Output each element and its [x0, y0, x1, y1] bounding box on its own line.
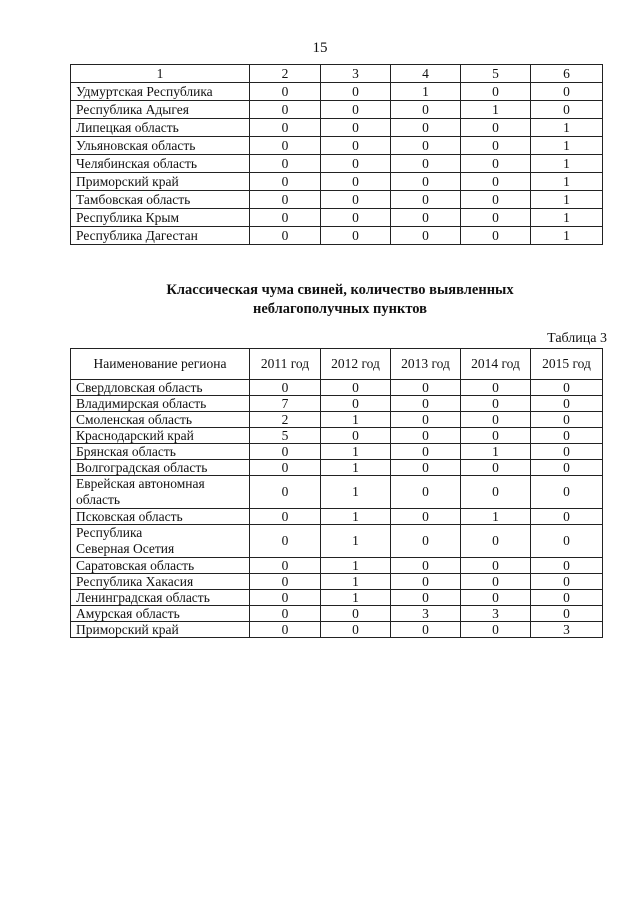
- value-cell: 0: [321, 209, 391, 227]
- value-cell: 0: [250, 173, 321, 191]
- value-cell: 3: [461, 606, 531, 622]
- value-cell: 0: [391, 476, 461, 509]
- value-cell: 1: [321, 558, 391, 574]
- value-cell: 1: [321, 574, 391, 590]
- value-cell: 0: [250, 606, 321, 622]
- value-cell: 0: [321, 380, 391, 396]
- value-cell: 7: [250, 396, 321, 412]
- table-row: [71, 428, 603, 444]
- value-cell: 0: [461, 428, 531, 444]
- table-row: [71, 574, 603, 590]
- value-cell: 0: [461, 191, 531, 209]
- value-cell: 0: [250, 476, 321, 509]
- value-cell: 0: [391, 412, 461, 428]
- value-cell: 0: [531, 590, 603, 606]
- column-header-year: 2011 год: [250, 349, 321, 380]
- table-row: [71, 191, 603, 209]
- value-cell: 0: [531, 83, 603, 101]
- region-name-cell: [71, 525, 250, 558]
- table-row: [71, 173, 603, 191]
- table-row: [71, 460, 603, 476]
- region-name-cell: Республика Дагестан: [71, 227, 250, 245]
- value-cell: 0: [531, 380, 603, 396]
- region-name-line: Ленинградская область: [76, 590, 210, 605]
- region-name-line: Республика Хакасия: [76, 574, 194, 589]
- table-row: [71, 509, 603, 525]
- region-name-cell: [71, 428, 250, 444]
- table-row: [71, 137, 603, 155]
- value-cell: 0: [531, 509, 603, 525]
- value-cell: 0: [391, 227, 461, 245]
- region-name-cell: [71, 558, 250, 574]
- value-cell: 0: [461, 137, 531, 155]
- page-number: 15: [312, 40, 328, 56]
- value-cell: 0: [531, 525, 603, 558]
- region-name-line: область: [76, 492, 121, 507]
- section-title-line: Классическая чума свиней, количество выявленных: [166, 282, 514, 298]
- region-name-line: Северная Осетия: [76, 541, 175, 556]
- value-cell: 0: [250, 209, 321, 227]
- value-cell: 0: [461, 83, 531, 101]
- value-cell: 0: [250, 227, 321, 245]
- value-cell: 1: [391, 83, 461, 101]
- region-name-cell: [71, 460, 250, 476]
- region-name-cell: Липецкая область: [71, 119, 250, 137]
- value-cell: 0: [531, 101, 603, 119]
- region-name-line: Амурская область: [76, 606, 180, 621]
- value-cell: 0: [391, 622, 461, 638]
- value-cell: 1: [321, 525, 391, 558]
- value-cell: 0: [531, 558, 603, 574]
- region-name-cell: [71, 574, 250, 590]
- value-cell: 0: [461, 574, 531, 590]
- value-cell: 0: [250, 101, 321, 119]
- value-cell: 0: [531, 460, 603, 476]
- column-header: 6: [531, 65, 603, 83]
- value-cell: 1: [461, 509, 531, 525]
- value-cell: 0: [391, 444, 461, 460]
- region-name-line: Саратовская область: [76, 558, 195, 573]
- table-header-row: [71, 65, 603, 83]
- region-name-cell: [71, 380, 250, 396]
- value-cell: 1: [461, 101, 531, 119]
- value-cell: 1: [321, 412, 391, 428]
- value-cell: 0: [531, 606, 603, 622]
- value-cell: 0: [391, 191, 461, 209]
- table-row: [71, 590, 603, 606]
- column-header-region: Наименование региона: [71, 349, 250, 380]
- region-name-line: Приморский край: [76, 622, 179, 637]
- value-cell: 0: [461, 227, 531, 245]
- column-header: 2: [250, 65, 321, 83]
- value-cell: 3: [531, 622, 603, 638]
- value-cell: 1: [531, 227, 603, 245]
- region-name-cell: [71, 396, 250, 412]
- value-cell: 1: [531, 155, 603, 173]
- value-cell: 0: [391, 525, 461, 558]
- region-name-cell: [71, 476, 250, 509]
- region-name-cell: Республика Крым: [71, 209, 250, 227]
- value-cell: 0: [321, 83, 391, 101]
- value-cell: 0: [321, 227, 391, 245]
- region-name-cell: [71, 606, 250, 622]
- value-cell: 1: [321, 509, 391, 525]
- region-name-line: Еврейская автономная: [76, 476, 205, 491]
- value-cell: 0: [250, 590, 321, 606]
- column-header-year: 2013 год: [391, 349, 461, 380]
- value-cell: 0: [531, 396, 603, 412]
- region-name-cell: [71, 590, 250, 606]
- table-row: [71, 227, 603, 245]
- value-cell: 0: [391, 509, 461, 525]
- value-cell: 0: [461, 460, 531, 476]
- value-cell: 0: [461, 396, 531, 412]
- value-cell: 0: [391, 101, 461, 119]
- value-cell: 0: [391, 119, 461, 137]
- value-cell: 0: [531, 476, 603, 509]
- table-row: [71, 119, 603, 137]
- column-header: 3: [321, 65, 391, 83]
- table-row: [71, 101, 603, 119]
- value-cell: 1: [531, 173, 603, 191]
- region-name-line: Свердловская область: [76, 380, 203, 395]
- value-cell: 0: [321, 396, 391, 412]
- value-cell: 1: [321, 590, 391, 606]
- table-row: [71, 606, 603, 622]
- region-name-cell: Удмуртская Республика: [71, 83, 250, 101]
- value-cell: 1: [531, 137, 603, 155]
- table-row: [71, 444, 603, 460]
- region-name-line: Республика: [76, 525, 143, 540]
- column-header: 1: [71, 65, 250, 83]
- value-cell: 0: [461, 558, 531, 574]
- value-cell: 0: [391, 590, 461, 606]
- value-cell: 0: [391, 155, 461, 173]
- value-cell: 1: [461, 444, 531, 460]
- table-csf-outbreaks: [70, 348, 603, 638]
- value-cell: 0: [321, 191, 391, 209]
- value-cell: 0: [250, 191, 321, 209]
- value-cell: 0: [531, 412, 603, 428]
- section-title: [60, 281, 620, 319]
- value-cell: 0: [531, 444, 603, 460]
- table-row: [71, 396, 603, 412]
- value-cell: 0: [250, 83, 321, 101]
- value-cell: 0: [461, 209, 531, 227]
- region-name-cell: Республика Адыгея: [71, 101, 250, 119]
- value-cell: 0: [391, 173, 461, 191]
- table-row: [71, 525, 603, 558]
- value-cell: 2: [250, 412, 321, 428]
- value-cell: 0: [250, 558, 321, 574]
- value-cell: 0: [391, 380, 461, 396]
- value-cell: 0: [461, 412, 531, 428]
- value-cell: 0: [391, 428, 461, 444]
- region-name-cell: [71, 412, 250, 428]
- value-cell: 0: [321, 155, 391, 173]
- value-cell: 0: [321, 173, 391, 191]
- value-cell: 0: [321, 606, 391, 622]
- table-row: [71, 83, 603, 101]
- value-cell: 1: [321, 476, 391, 509]
- value-cell: 0: [461, 380, 531, 396]
- region-name-cell: Приморский край: [71, 173, 250, 191]
- value-cell: 0: [531, 574, 603, 590]
- table-row: [71, 155, 603, 173]
- value-cell: 1: [531, 191, 603, 209]
- value-cell: 0: [391, 209, 461, 227]
- region-name-line: Владимирская область: [76, 396, 207, 411]
- table-row: [71, 476, 603, 509]
- column-header-year: 2012 год: [321, 349, 391, 380]
- region-name-cell: [71, 509, 250, 525]
- value-cell: 0: [250, 460, 321, 476]
- table-row: [71, 380, 603, 396]
- value-cell: 0: [461, 476, 531, 509]
- region-name-line: Брянская область: [76, 444, 176, 459]
- table-header-row: [71, 349, 603, 380]
- value-cell: 1: [321, 460, 391, 476]
- region-name-cell: [71, 622, 250, 638]
- value-cell: 0: [321, 101, 391, 119]
- value-cell: 0: [531, 428, 603, 444]
- table-row: [71, 209, 603, 227]
- column-header: 5: [461, 65, 531, 83]
- value-cell: 0: [250, 622, 321, 638]
- value-cell: 0: [391, 396, 461, 412]
- region-name-line: Псковская область: [76, 509, 183, 524]
- region-name-line: Краснодарский край: [76, 428, 194, 443]
- region-name-cell: Тамбовская область: [71, 191, 250, 209]
- value-cell: 0: [250, 137, 321, 155]
- value-cell: 0: [461, 173, 531, 191]
- value-cell: 0: [461, 119, 531, 137]
- region-name-cell: Ульяновская область: [71, 137, 250, 155]
- region-name-cell: [71, 444, 250, 460]
- column-header-year: 2015 год: [531, 349, 603, 380]
- table-caption: Таблица 3: [547, 331, 607, 346]
- region-name-line: Смоленская область: [76, 412, 193, 427]
- value-cell: 1: [321, 444, 391, 460]
- value-cell: 0: [321, 622, 391, 638]
- value-cell: 0: [461, 622, 531, 638]
- table-regions-continuation: [70, 64, 603, 245]
- column-header-year: 2014 год: [461, 349, 531, 380]
- value-cell: 0: [391, 460, 461, 476]
- value-cell: 1: [531, 119, 603, 137]
- value-cell: 0: [250, 525, 321, 558]
- region-name-cell: Челябинская область: [71, 155, 250, 173]
- value-cell: 0: [461, 525, 531, 558]
- region-name-line: Волгоградская область: [76, 460, 208, 475]
- value-cell: 0: [250, 380, 321, 396]
- table-row: [71, 412, 603, 428]
- value-cell: 0: [391, 574, 461, 590]
- table-row: [71, 622, 603, 638]
- value-cell: 0: [461, 590, 531, 606]
- value-cell: 0: [391, 137, 461, 155]
- value-cell: 0: [250, 574, 321, 590]
- value-cell: 0: [250, 119, 321, 137]
- value-cell: 0: [250, 155, 321, 173]
- value-cell: 0: [321, 137, 391, 155]
- table-row: [71, 558, 603, 574]
- value-cell: 0: [321, 428, 391, 444]
- value-cell: 0: [250, 509, 321, 525]
- value-cell: 0: [461, 155, 531, 173]
- value-cell: 3: [391, 606, 461, 622]
- column-header: 4: [391, 65, 461, 83]
- value-cell: 1: [531, 209, 603, 227]
- value-cell: 0: [391, 558, 461, 574]
- value-cell: 0: [321, 119, 391, 137]
- section-title-line: неблагополучных пунктов: [252, 301, 428, 317]
- value-cell: 0: [250, 444, 321, 460]
- value-cell: 5: [250, 428, 321, 444]
